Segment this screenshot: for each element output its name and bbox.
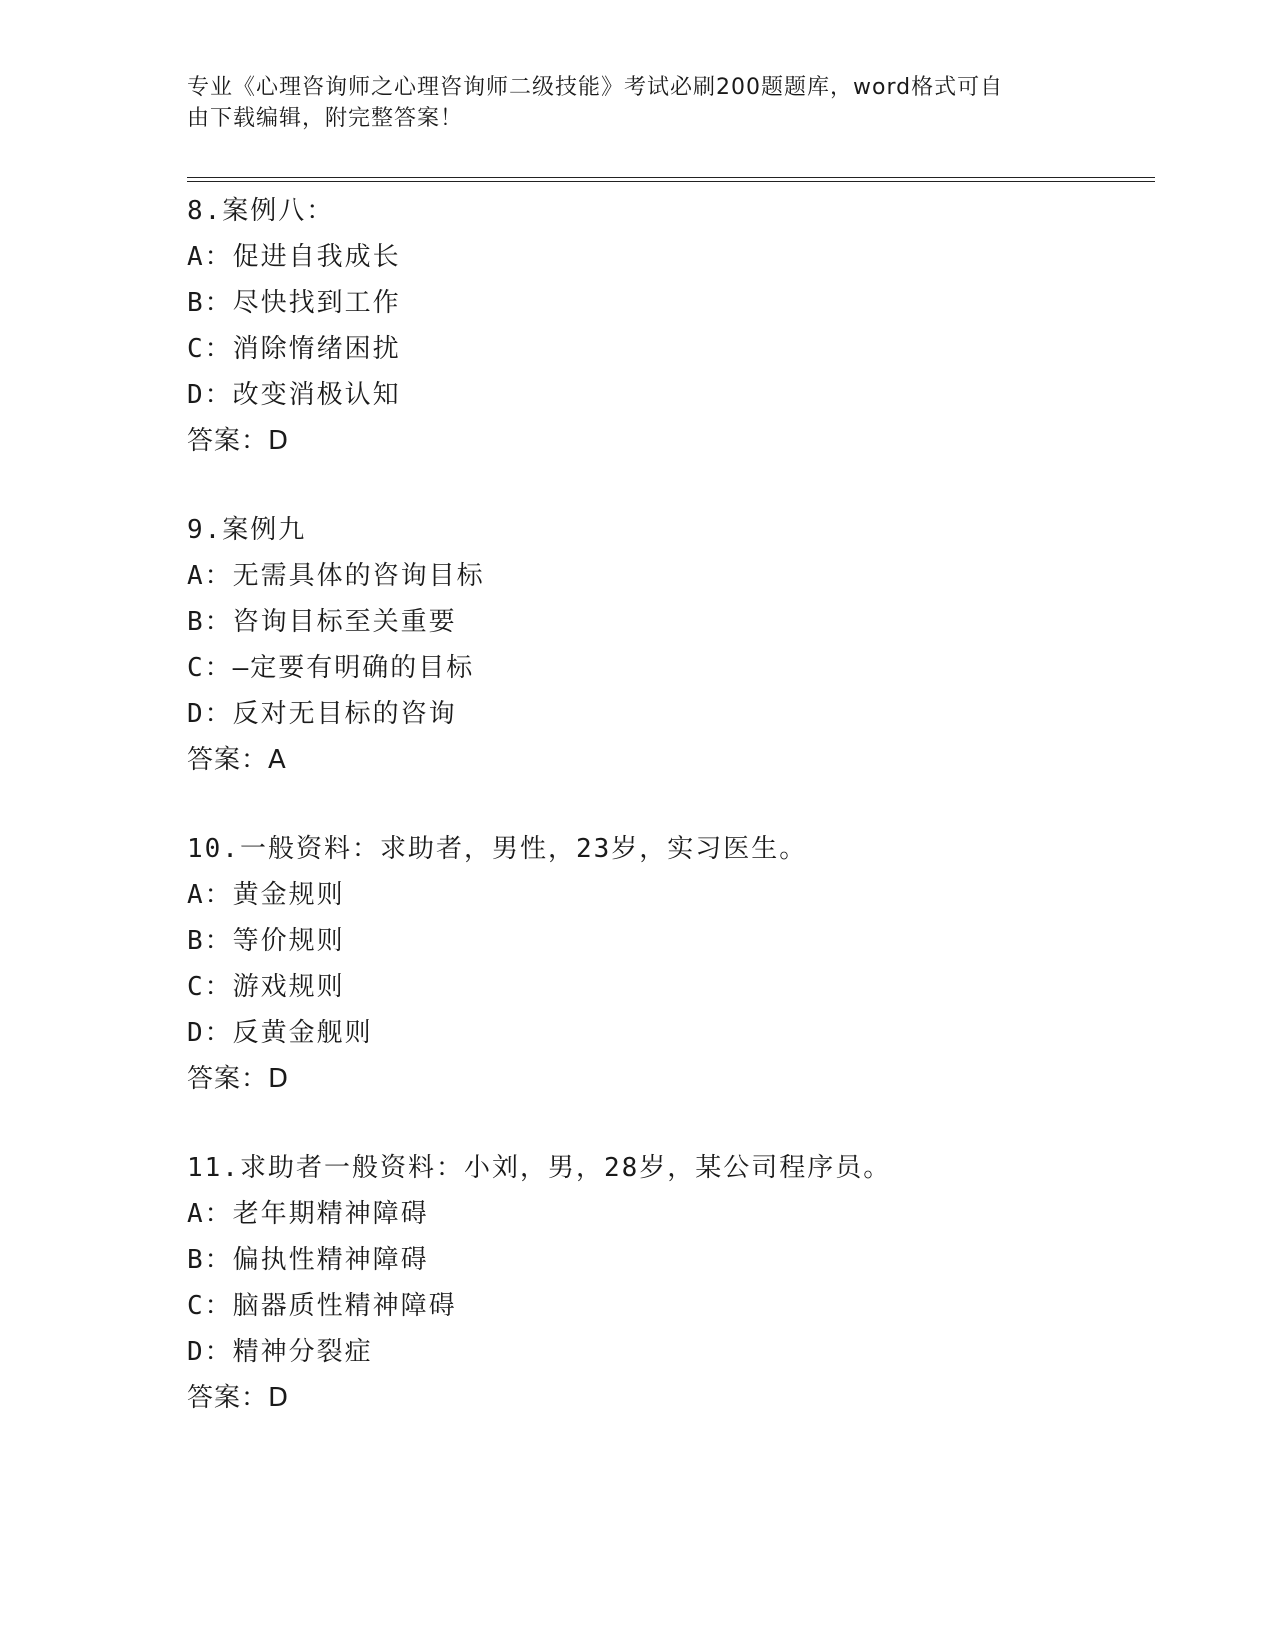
option-b: B：等价规则 [187, 926, 345, 956]
header-line-2: 由下载编辑，附完整答案！ [187, 106, 464, 131]
option-a: A：促进自我成长 [187, 242, 401, 272]
option-b: B：咨询目标至关重要 [187, 607, 457, 637]
option-a: A：无需具体的咨询目标 [187, 561, 485, 591]
header-divider-top [187, 177, 1155, 178]
option-b: B：偏执性精神障碍 [187, 1245, 429, 1275]
header-line-1: 专业《心理咨询师之心理咨询师二级技能》考试必刷200题题库，word格式可自 [187, 75, 1004, 100]
question-stem: 8.案例八： [187, 196, 335, 226]
option-c: C：脑器质性精神障碍 [187, 1291, 457, 1321]
answer-line: 答案：D [187, 1383, 290, 1413]
option-c: C：游戏规则 [187, 972, 345, 1002]
document-header [187, 72, 1067, 134]
option-d: D：反对无目标的咨询 [187, 699, 457, 729]
question-stem: 10.一般资料：求助者，男性，23岁，实习医生。 [187, 834, 808, 864]
question-stem: 11.求助者一般资料：小刘，男，28岁，某公司程序员。 [187, 1153, 892, 1183]
option-d: D：反黄金舰则 [187, 1018, 373, 1048]
answer-line: 答案：A [187, 745, 287, 775]
answer-line: 答案：D [187, 426, 290, 456]
header-divider-bottom [187, 181, 1155, 182]
answer-line: 答案：D [187, 1064, 290, 1094]
option-c: C：—定要有明确的目标 [187, 653, 475, 683]
option-c: C：消除惰绪困扰 [187, 334, 401, 364]
option-d: D：改变消极认知 [187, 380, 401, 410]
question-9 [187, 507, 1147, 783]
question-11 [187, 1145, 1147, 1421]
question-10 [187, 826, 1147, 1102]
question-list [187, 188, 1147, 1464]
question-8 [187, 188, 1147, 464]
option-d: D：精神分裂症 [187, 1337, 373, 1367]
option-a: A：老年期精神障碍 [187, 1199, 429, 1229]
option-b: B：尽快找到工作 [187, 288, 401, 318]
option-a: A：黄金规则 [187, 880, 345, 910]
question-stem: 9.案例九 [187, 515, 307, 545]
